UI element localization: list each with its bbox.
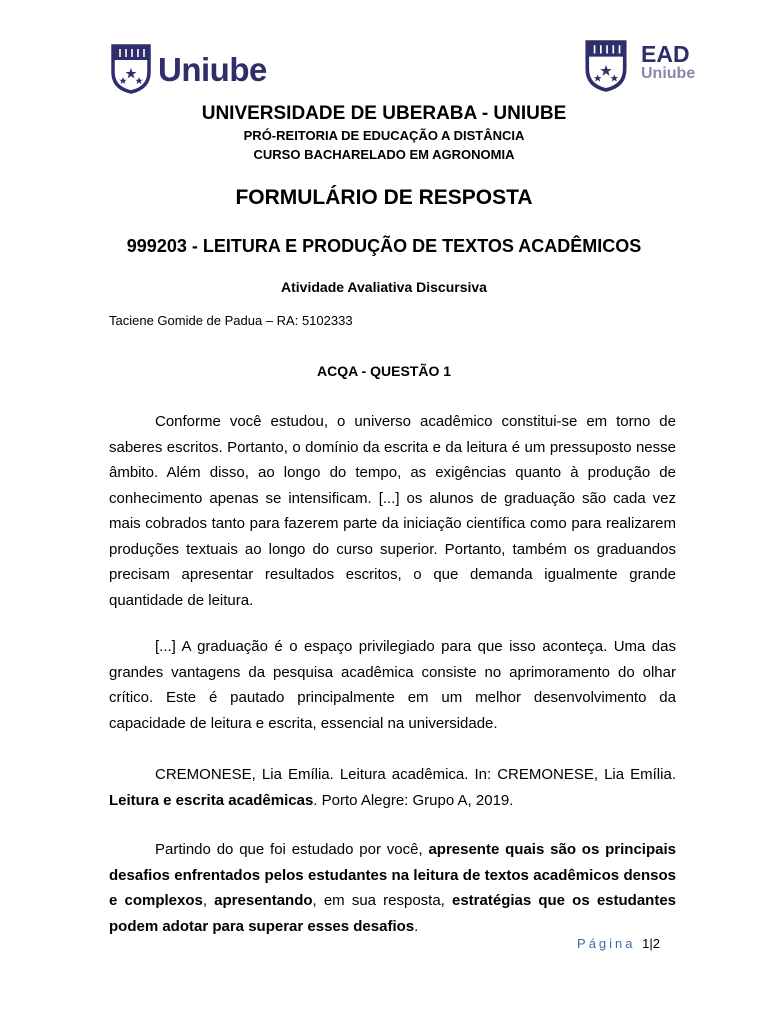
student-info: Taciene Gomide de Padua – RA: 5102333 — [109, 313, 353, 328]
page-number-footer — [577, 936, 660, 951]
activity-subtitle: Atividade Avaliativa Discursiva — [281, 279, 487, 295]
ead-text: EAD — [641, 41, 690, 67]
reference-text-c: . Porto Alegre: Grupo A, 2019. — [313, 791, 514, 809]
page-total: 2 — [652, 936, 660, 951]
paragraph-context: Conforme você estudou, o universo acadêmico constitui-se em torno de saberes escritos. Portanto, o domínio da escrita e da leitura é um pressuposto nesse âmbito. Além disso, ao longo do tempo, as exigências quanto à produção de conhecimento apenas se intensificam. [...] os alunos de graduação são cada vez mais cobrados tanto para fazerem parte da iniciação científica como para realizarem produções textuais ao longo do curso superior. Portanto, também os graduandos precisam apresentar resultados escritos, o que demanda igualmente grande quantidade de leitura. — [109, 413, 676, 609]
course-name: CURSO BACHARELADO EM AGRONOMIA — [253, 147, 515, 162]
discipline-title: 999203 - LEITURA E PRODUÇÃO DE TEXTOS ACADÊMICOS — [126, 236, 642, 256]
uniube-shield-icon — [111, 44, 151, 94]
ead-shield-icon — [585, 40, 627, 92]
uniube-logo — [111, 44, 281, 94]
paragraph-reference — [109, 762, 676, 813]
prompt-bold-strategies: estratégias que os estudantes podem adotar para superar esses desafios — [109, 892, 677, 935]
page-label: Página — [577, 936, 636, 951]
reference-text-a: CREMONESE, Lia Emília. Leitura acadêmica. In: CREMONESE, Lia Emília. — [155, 766, 676, 783]
pro-reitoria: PRÓ-REITORIA DE EDUCAÇÃO A DISTÂNCIA — [243, 128, 525, 143]
university-title: UNIVERSIDADE DE UBERABA - UNIUBE — [201, 103, 567, 124]
uniube-brand-text: Uniube — [158, 51, 267, 88]
paragraph-prompt — [109, 837, 676, 939]
question-title: ACQA - QUESTÃO 1 — [316, 363, 452, 379]
ead-uniube-text: Uniube — [641, 65, 696, 82]
page-separator: | — [649, 936, 653, 951]
page-current: 1 — [642, 936, 650, 951]
prompt-text-g: . — [414, 917, 419, 935]
paragraph-quote: [...] A graduação é o espaço privilegiado para que isso aconteça. Uma das grandes vantagens da pesquisa acadêmica consiste no aprimoramento do olhar crítico. Este é pautado principalmente em um melhor desenvolvimento da capacidade de leitura e escrita, essencial na universidade. — [109, 638, 676, 732]
form-title: FORMULÁRIO DE RESPOSTA — [235, 186, 533, 209]
prompt-bold-challenges: apresente quais são os principais desafios enfrentados pelos estudantes na leitura de textos acadêmicos densos e complexos — [109, 841, 676, 909]
prompt-bold-apresentando: apresentando — [214, 892, 313, 909]
prompt-text-a: Partindo do que foi estudado por você, — [155, 841, 429, 858]
ead-uniube-logo — [585, 40, 705, 92]
prompt-text-c: , — [202, 892, 215, 909]
prompt-text-e: , em sua resposta, — [312, 892, 452, 909]
reference-book-title: Leitura e escrita acadêmicas — [109, 791, 314, 809]
